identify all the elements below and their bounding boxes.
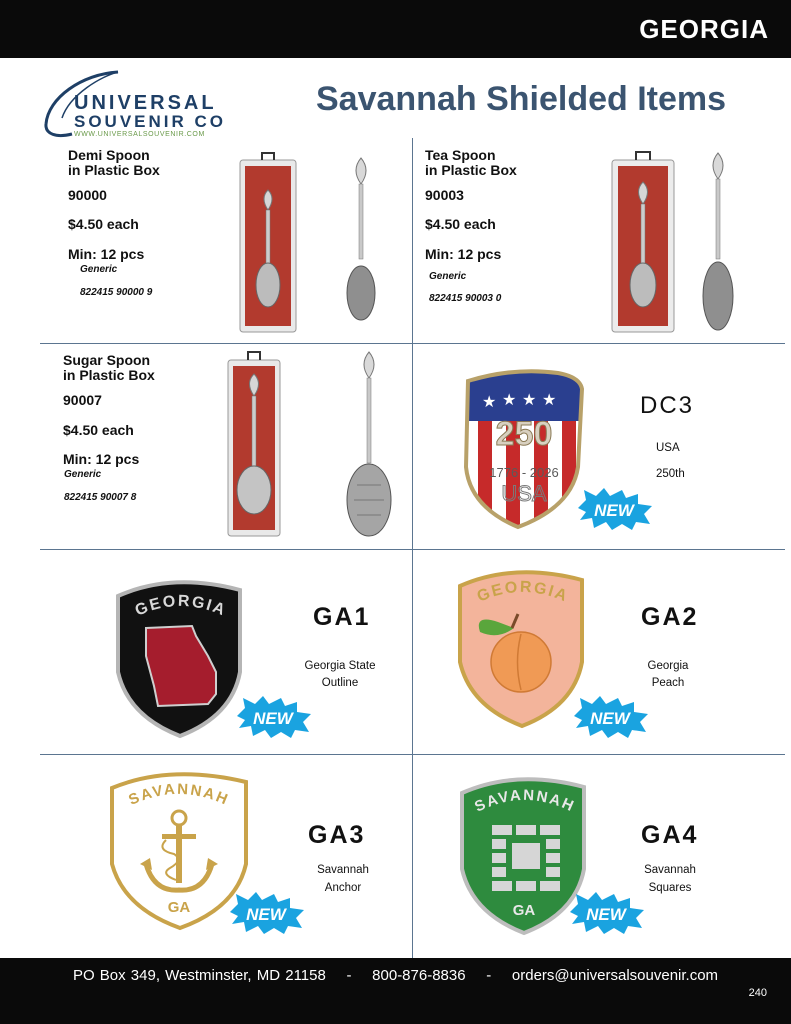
new-badge-label: NEW xyxy=(586,905,626,924)
product-price: $4.50 each xyxy=(68,216,139,232)
product-sku: 90007 xyxy=(63,392,102,408)
new-badge-label: NEW xyxy=(590,709,630,728)
product-name-sub: in Plastic Box xyxy=(425,162,517,178)
new-badge xyxy=(233,694,315,740)
product-type: Generic xyxy=(429,271,467,282)
product-desc-line2: Anchor xyxy=(324,882,362,894)
sugar-spoon-image xyxy=(226,350,406,540)
product-desc-line1: Savannah xyxy=(317,864,369,876)
product-desc-line2: Peach xyxy=(651,677,685,689)
product-code: GA2 xyxy=(641,603,699,631)
row-divider xyxy=(40,343,785,344)
product-price: $4.50 each xyxy=(63,422,134,438)
svg-text:★: ★ xyxy=(502,390,517,409)
product-name: Sugar Spoon xyxy=(63,352,151,368)
demi-spoon-image xyxy=(236,150,406,335)
shield-country: USA xyxy=(501,481,547,506)
product-name: Tea Spoon xyxy=(425,147,496,163)
new-badge-label: NEW xyxy=(246,905,286,924)
column-divider xyxy=(412,138,413,958)
product-code: DC3 xyxy=(640,392,695,419)
shield-label: GEORGIA xyxy=(474,578,572,606)
tea-spoon-image xyxy=(606,148,776,336)
new-badge xyxy=(570,694,652,740)
logo-line1: UNIVERSAL xyxy=(74,92,217,114)
product-desc-line1: Georgia xyxy=(647,660,689,672)
product-name: Demi Spoon xyxy=(68,147,150,163)
shield-bottom-label: GA xyxy=(512,902,536,919)
product-type: Generic xyxy=(80,264,118,275)
new-badge-label: NEW xyxy=(594,501,634,520)
product-desc-line2: Squares xyxy=(648,882,692,894)
svg-text:★: ★ xyxy=(542,390,557,409)
shield-years: 1776 - 2026 xyxy=(489,465,559,480)
svg-text:★: ★ xyxy=(482,392,497,411)
product-upc: 822415 90007 8 xyxy=(64,492,137,503)
product-desc-line1: Georgia State xyxy=(304,660,376,672)
company-logo xyxy=(42,68,242,140)
product-desc-line2: 250th xyxy=(656,468,685,480)
product-price: $4.50 each xyxy=(425,216,496,232)
logo-website: WWW.UNIVERSALSOUVENIR.COM xyxy=(74,131,205,138)
product-upc: 822415 90000 9 xyxy=(80,287,153,298)
product-desc-line2: Outline xyxy=(321,677,359,689)
footer-contact: PO Box 349, Westminster, MD 21158 - 800-876-8836 - orders@universalsouvenir.com xyxy=(72,967,719,984)
product-min: Min: 12 pcs xyxy=(68,246,145,262)
new-badge xyxy=(574,486,656,532)
product-upc: 822415 90003 0 xyxy=(429,293,502,304)
product-min: Min: 12 pcs xyxy=(425,246,502,262)
georgia-outline-shield-image xyxy=(112,576,252,741)
state-label: GEORGIA xyxy=(639,14,769,44)
shield-label: GEORGIA xyxy=(132,592,230,620)
svg-text:★: ★ xyxy=(522,390,537,409)
product-type: Generic xyxy=(64,469,102,480)
logo-line2: SOUVENIR CO xyxy=(74,112,227,131)
product-code: GA3 xyxy=(308,821,366,849)
page-number: 240 xyxy=(748,987,767,999)
shield-bottom-label: GA xyxy=(167,899,191,916)
new-badge-label: NEW xyxy=(253,709,293,728)
product-min: Min: 12 pcs xyxy=(63,451,140,467)
product-sku: 90000 xyxy=(68,187,107,203)
shield-label: SAVANNAH xyxy=(472,786,578,816)
product-desc-line1: Savannah xyxy=(644,864,696,876)
shield-number: 250 xyxy=(495,415,553,453)
row-divider xyxy=(40,754,785,755)
product-code: GA4 xyxy=(641,821,699,849)
footer-bar xyxy=(0,958,791,1024)
row-divider xyxy=(40,549,785,550)
product-code: GA1 xyxy=(313,603,371,631)
product-name-sub: in Plastic Box xyxy=(68,162,160,178)
product-sku: 90003 xyxy=(425,187,464,203)
header-bar xyxy=(0,0,791,58)
page-title: Savannah Shielded Items xyxy=(316,80,727,118)
product-desc-line1: USA xyxy=(656,442,680,454)
product-name-sub: in Plastic Box xyxy=(63,367,155,383)
shield-label: SAVANNAH xyxy=(126,780,232,809)
